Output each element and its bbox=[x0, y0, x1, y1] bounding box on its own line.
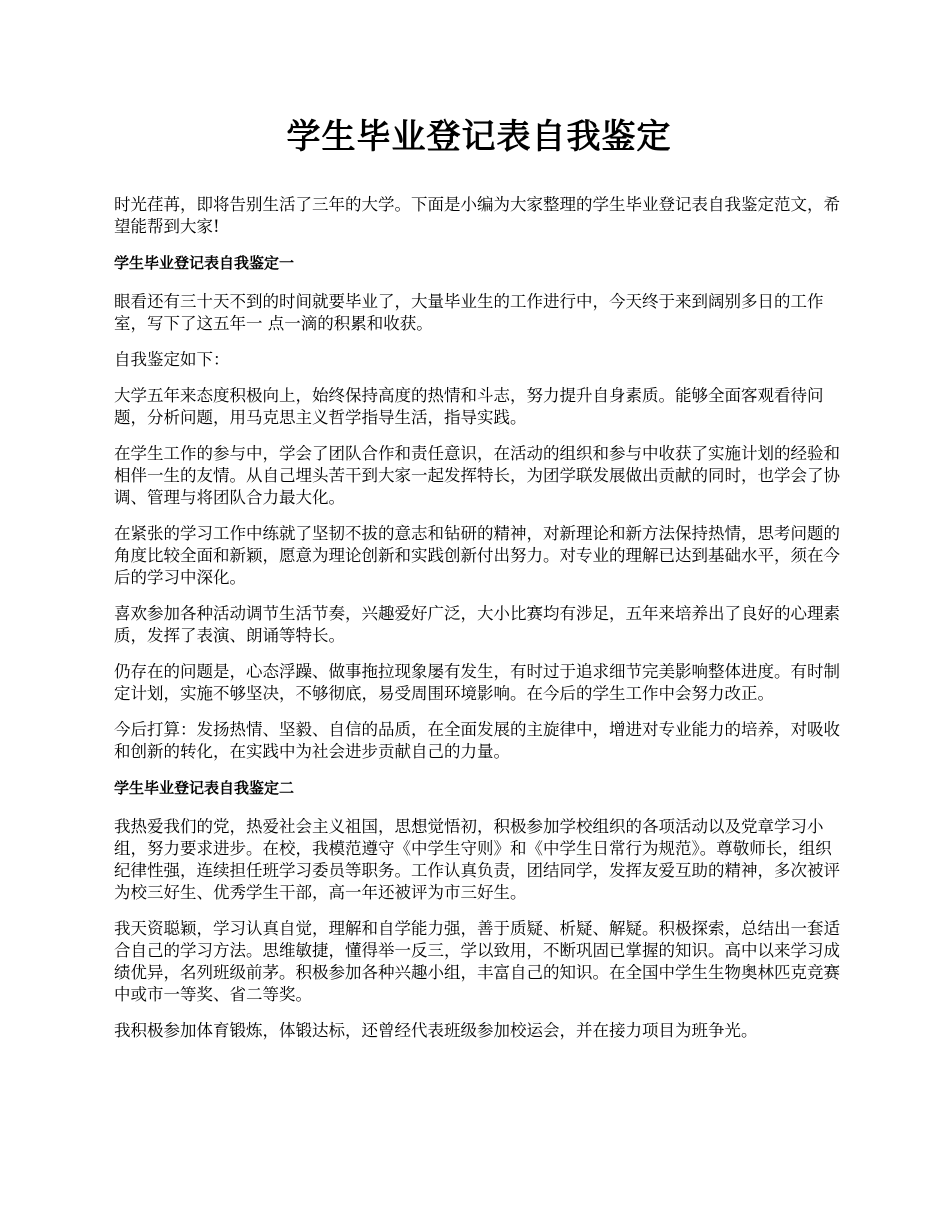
section-one-paragraph-6: 喜欢参加各种活动调节生活节奏，兴趣爱好广泛，大小比赛均有涉足，五年来培养出了良好的心理素质，发挥了表演、朗诵等特长。 bbox=[114, 604, 840, 645]
section-one-paragraph-3: 大学五年来态度积极向上，始终保持高度的热情和斗志，努力提升自身素质。能够全面客观看待问题，分析问题，用马克思主义哲学指导生活，指导实践。 bbox=[114, 386, 824, 427]
section-two-paragraph-1: 我热爱我们的党，热爱社会主义祖国，思想觉悟初，积极参加学校组织的各项活动以及党章学习小组，努力要求进步。在校，我模范遵守《中学生守则》和《中学生日常行为规范》。尊敬师长，组织纪律性强，连续担任班学习委员等职务。工作认真负责，团结同学，发挥友爱互助的精神，多次被评为校三好生、优秀学生干部，高一年还被评为市三好生。 bbox=[114, 817, 840, 902]
section-two bbox=[114, 777, 844, 1042]
section-one-heading: 学生毕业登记表自我鉴定一 bbox=[114, 254, 295, 272]
section-two-heading: 学生毕业登记表自我鉴定二 bbox=[114, 779, 295, 797]
document-title: 学生毕业登记表自我鉴定 bbox=[286, 117, 672, 157]
intro-paragraph: 时光荏苒，即将告别生活了三年的大学。下面是小编为大家整理的学生毕业登记表自我鉴定范文，希望能帮到大家! bbox=[114, 195, 840, 236]
section-one bbox=[114, 252, 844, 763]
document-page bbox=[114, 112, 844, 1056]
section-two-paragraph-2: 我天资聪颖，学习认真自觉，理解和自学能力强，善于质疑、析疑、解疑。积极探索，总结出一套适合自己的学习方法。思维敏捷，懂得举一反三，学以致用，不断巩固已掌握的知识。高中以来学习成绩优异，名列班级前茅。积极参加各种兴趣小组，丰富自己的知识。在全国中学生生物奥林匹克竞赛中或市一等奖、省二等奖。 bbox=[114, 919, 840, 1004]
section-one-paragraph-5: 在紧张的学习工作中练就了坚韧不拔的意志和钻研的精神，对新理论和新方法保持热情，思考问题的角度比较全面和新颖，愿意为理论创新和实践创新付出努力。对专业的理解已达到基础水平，须在今后的学习中深化。 bbox=[114, 524, 840, 587]
section-two-paragraph-3: 我积极参加体育锻炼，体锻达标，还曾经代表班级参加校运会，并在接力项目为班争光。 bbox=[114, 1021, 758, 1040]
section-one-paragraph-7: 仍存在的问题是，心态浮躁、做事拖拉现象屡有发生，有时过于追求细节完美影响整体进度。有时制定计划，实施不够坚决，不够彻底，易受周围环境影响。在今后的学生工作中会努力改正。 bbox=[114, 662, 840, 703]
section-one-paragraph-2: 自我鉴定如下： bbox=[114, 350, 230, 369]
section-one-paragraph-8: 今后打算：发扬热情、坚毅、自信的品质，在全面发展的主旋律中，增进对专业能力的培养，对吸收和创新的转化，在实践中为社会进步贡献自己的力量。 bbox=[114, 720, 840, 761]
section-one-paragraph-1: 眼看还有三十天不到的时间就要毕业了，大量毕业生的工作进行中，今天终于来到阔别多日的工作室，写下了这五年一 点一滴的积累和收获。 bbox=[114, 292, 824, 333]
section-one-paragraph-4: 在学生工作的参与中，学会了团队合作和责任意识，在活动的组织和参与中收获了实施计划的经验和相伴一生的友情。从自己埋头苦干到大家一起发挥特长，为团学联发展做出贡献的同时，也学会了协调、管理与将团队合力最大化。 bbox=[114, 444, 840, 507]
